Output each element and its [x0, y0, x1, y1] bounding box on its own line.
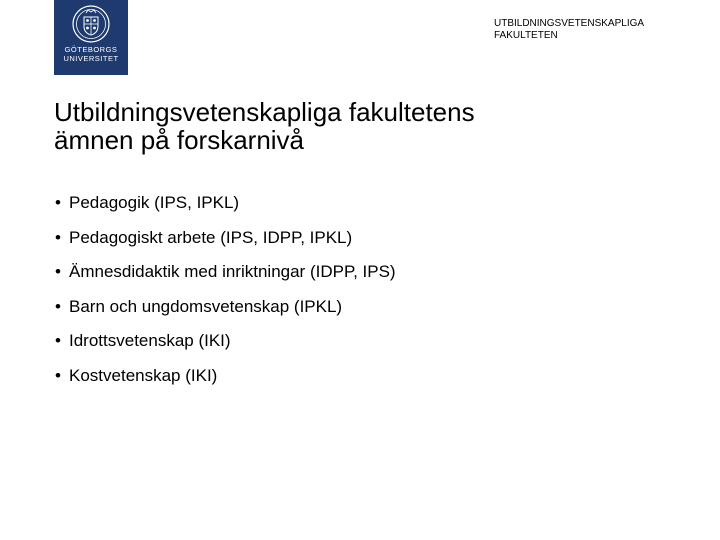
faculty-name-line1: UTBILDNINGSVETENSKAPLIGA [494, 18, 645, 29]
bullet-dot-icon: • [55, 365, 61, 385]
bullet-dot-icon: • [55, 227, 61, 247]
bullet-dot-icon: • [55, 262, 61, 281]
bullet-item [54, 366, 396, 401]
slide-title [54, 98, 674, 154]
bullet-text: Pedagogiskt arbete (IPS, IDPP, IPKL) [69, 227, 353, 247]
bullet-item [54, 297, 396, 332]
slide-title-line2: ämnen på forskarnivå [54, 125, 305, 155]
bullet-item [54, 262, 396, 297]
bullet-item [54, 193, 396, 228]
bullet-item [54, 331, 396, 366]
faculty-name-line2: FAKULTETEN [494, 30, 558, 41]
bullet-text: Barn och ungdomsvetenskap (IPKL) [69, 296, 343, 316]
university-logo [54, 0, 128, 75]
logo-text-line2: UNIVERSITET [63, 54, 119, 63]
bullet-dot-icon: • [55, 193, 61, 212]
bullet-text: Ämnesdidaktik med inriktningar (IDPP, IPS) [69, 262, 396, 281]
bullet-list [54, 193, 396, 400]
logo-text-line1: GÖTEBORGS [64, 45, 118, 54]
bullet-item [54, 228, 396, 263]
university-seal-icon [71, 4, 111, 44]
faculty-name [494, 18, 694, 42]
bullet-text: Kostvetenskap (IKI) [69, 365, 218, 385]
bullet-dot-icon: • [55, 331, 61, 350]
slide-title-line1: Utbildningsvetenskapliga fakultetens [54, 97, 475, 127]
bullet-dot-icon: • [55, 296, 61, 316]
bullet-text: Idrottsvetenskap (IKI) [69, 331, 231, 350]
bullet-text: Pedagogik (IPS, IPKL) [69, 193, 240, 212]
